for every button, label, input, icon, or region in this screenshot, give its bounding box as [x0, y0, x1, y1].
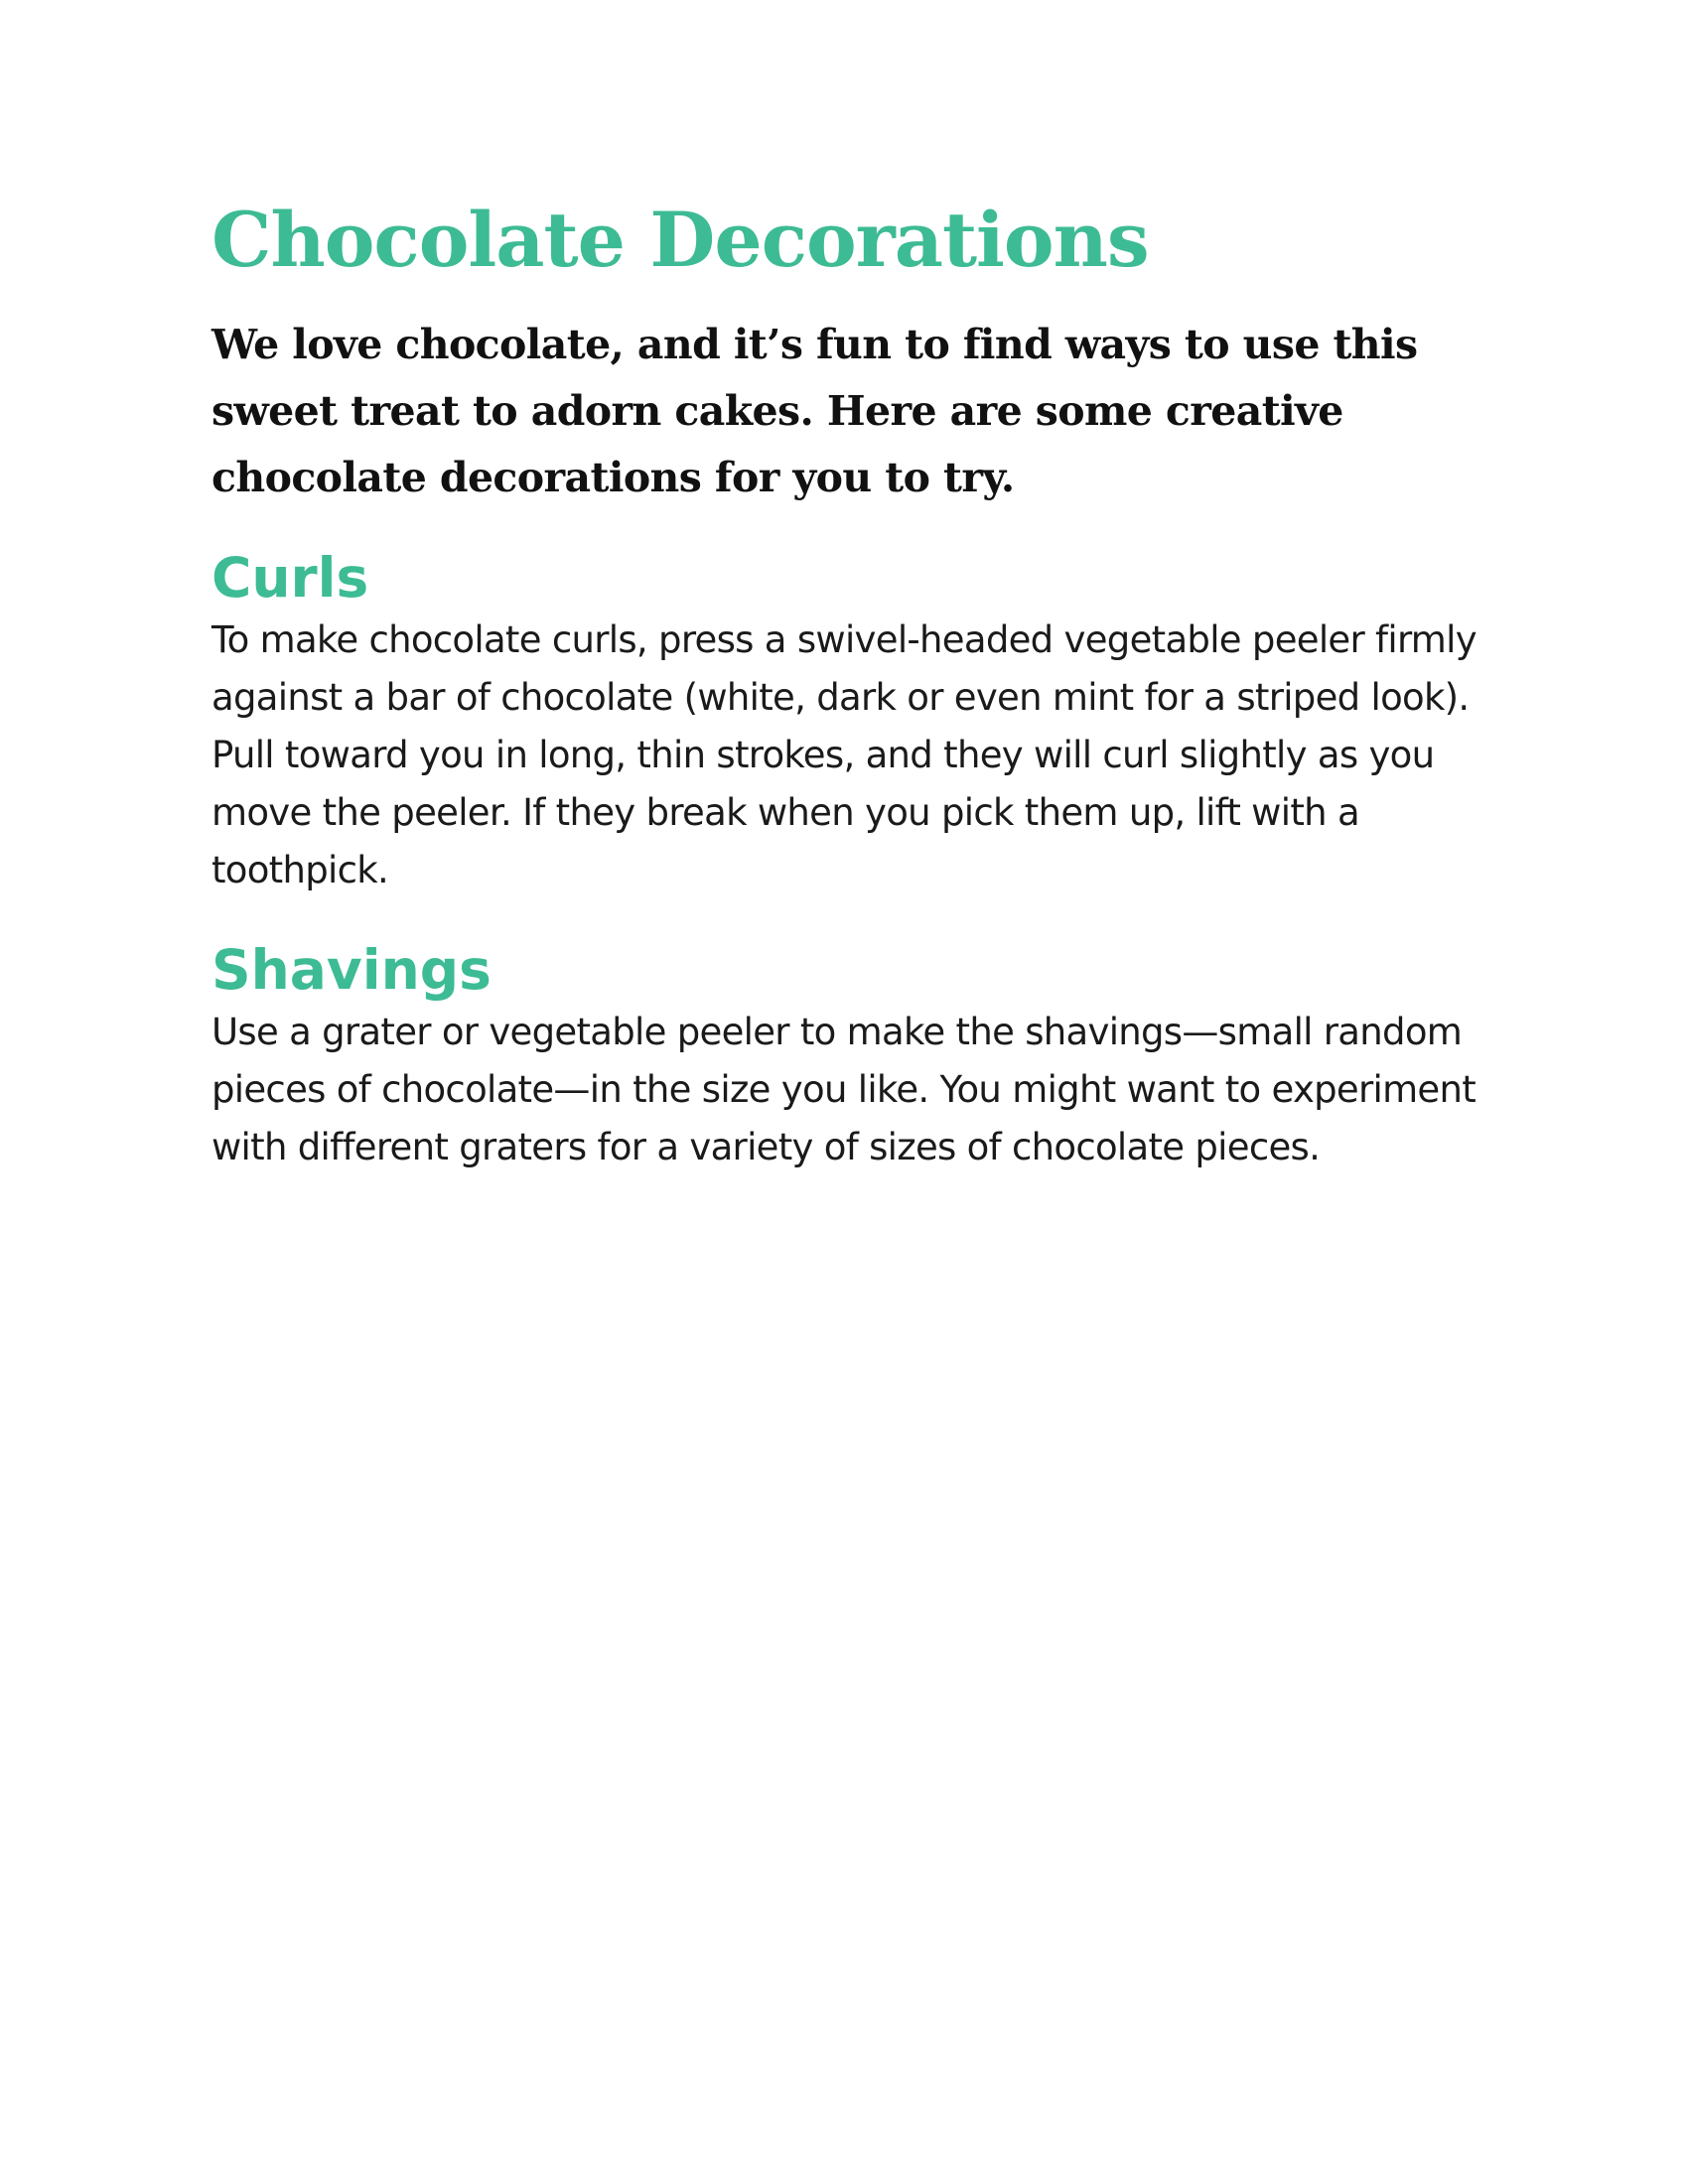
document-title: Chocolate Decorations: [211, 196, 1149, 284]
section-body-shavings: Use a grater or vegetable peeler to make the shavings—small random pieces of chocolate—in the size you like. You might want to experiment with different graters for a variety of sizes of chocolate pieces.: [211, 1011, 1477, 1169]
intro-paragraph: We love chocolate, and it’s fun to find ways to use this sweet treat to adorn cakes. Here are some creative chocolate decorations for you to try.: [211, 320, 1418, 501]
section-heading-shavings: Shavings: [211, 937, 492, 1002]
document-content: [211, 196, 1492, 1216]
section-shavings: [211, 939, 1492, 1176]
section-curls: [211, 547, 1492, 899]
section-heading-curls: Curls: [211, 545, 369, 610]
section-body-curls: To make chocolate curls, press a swivel-headed vegetable peeler firmly against a bar of chocolate (white, dark or even mint for a striped look). Pull toward you in long, thin strokes, and they will curl slightly as you move the peeler. If they break when you pick them up, lift with a toothpick.: [211, 617, 1477, 891]
